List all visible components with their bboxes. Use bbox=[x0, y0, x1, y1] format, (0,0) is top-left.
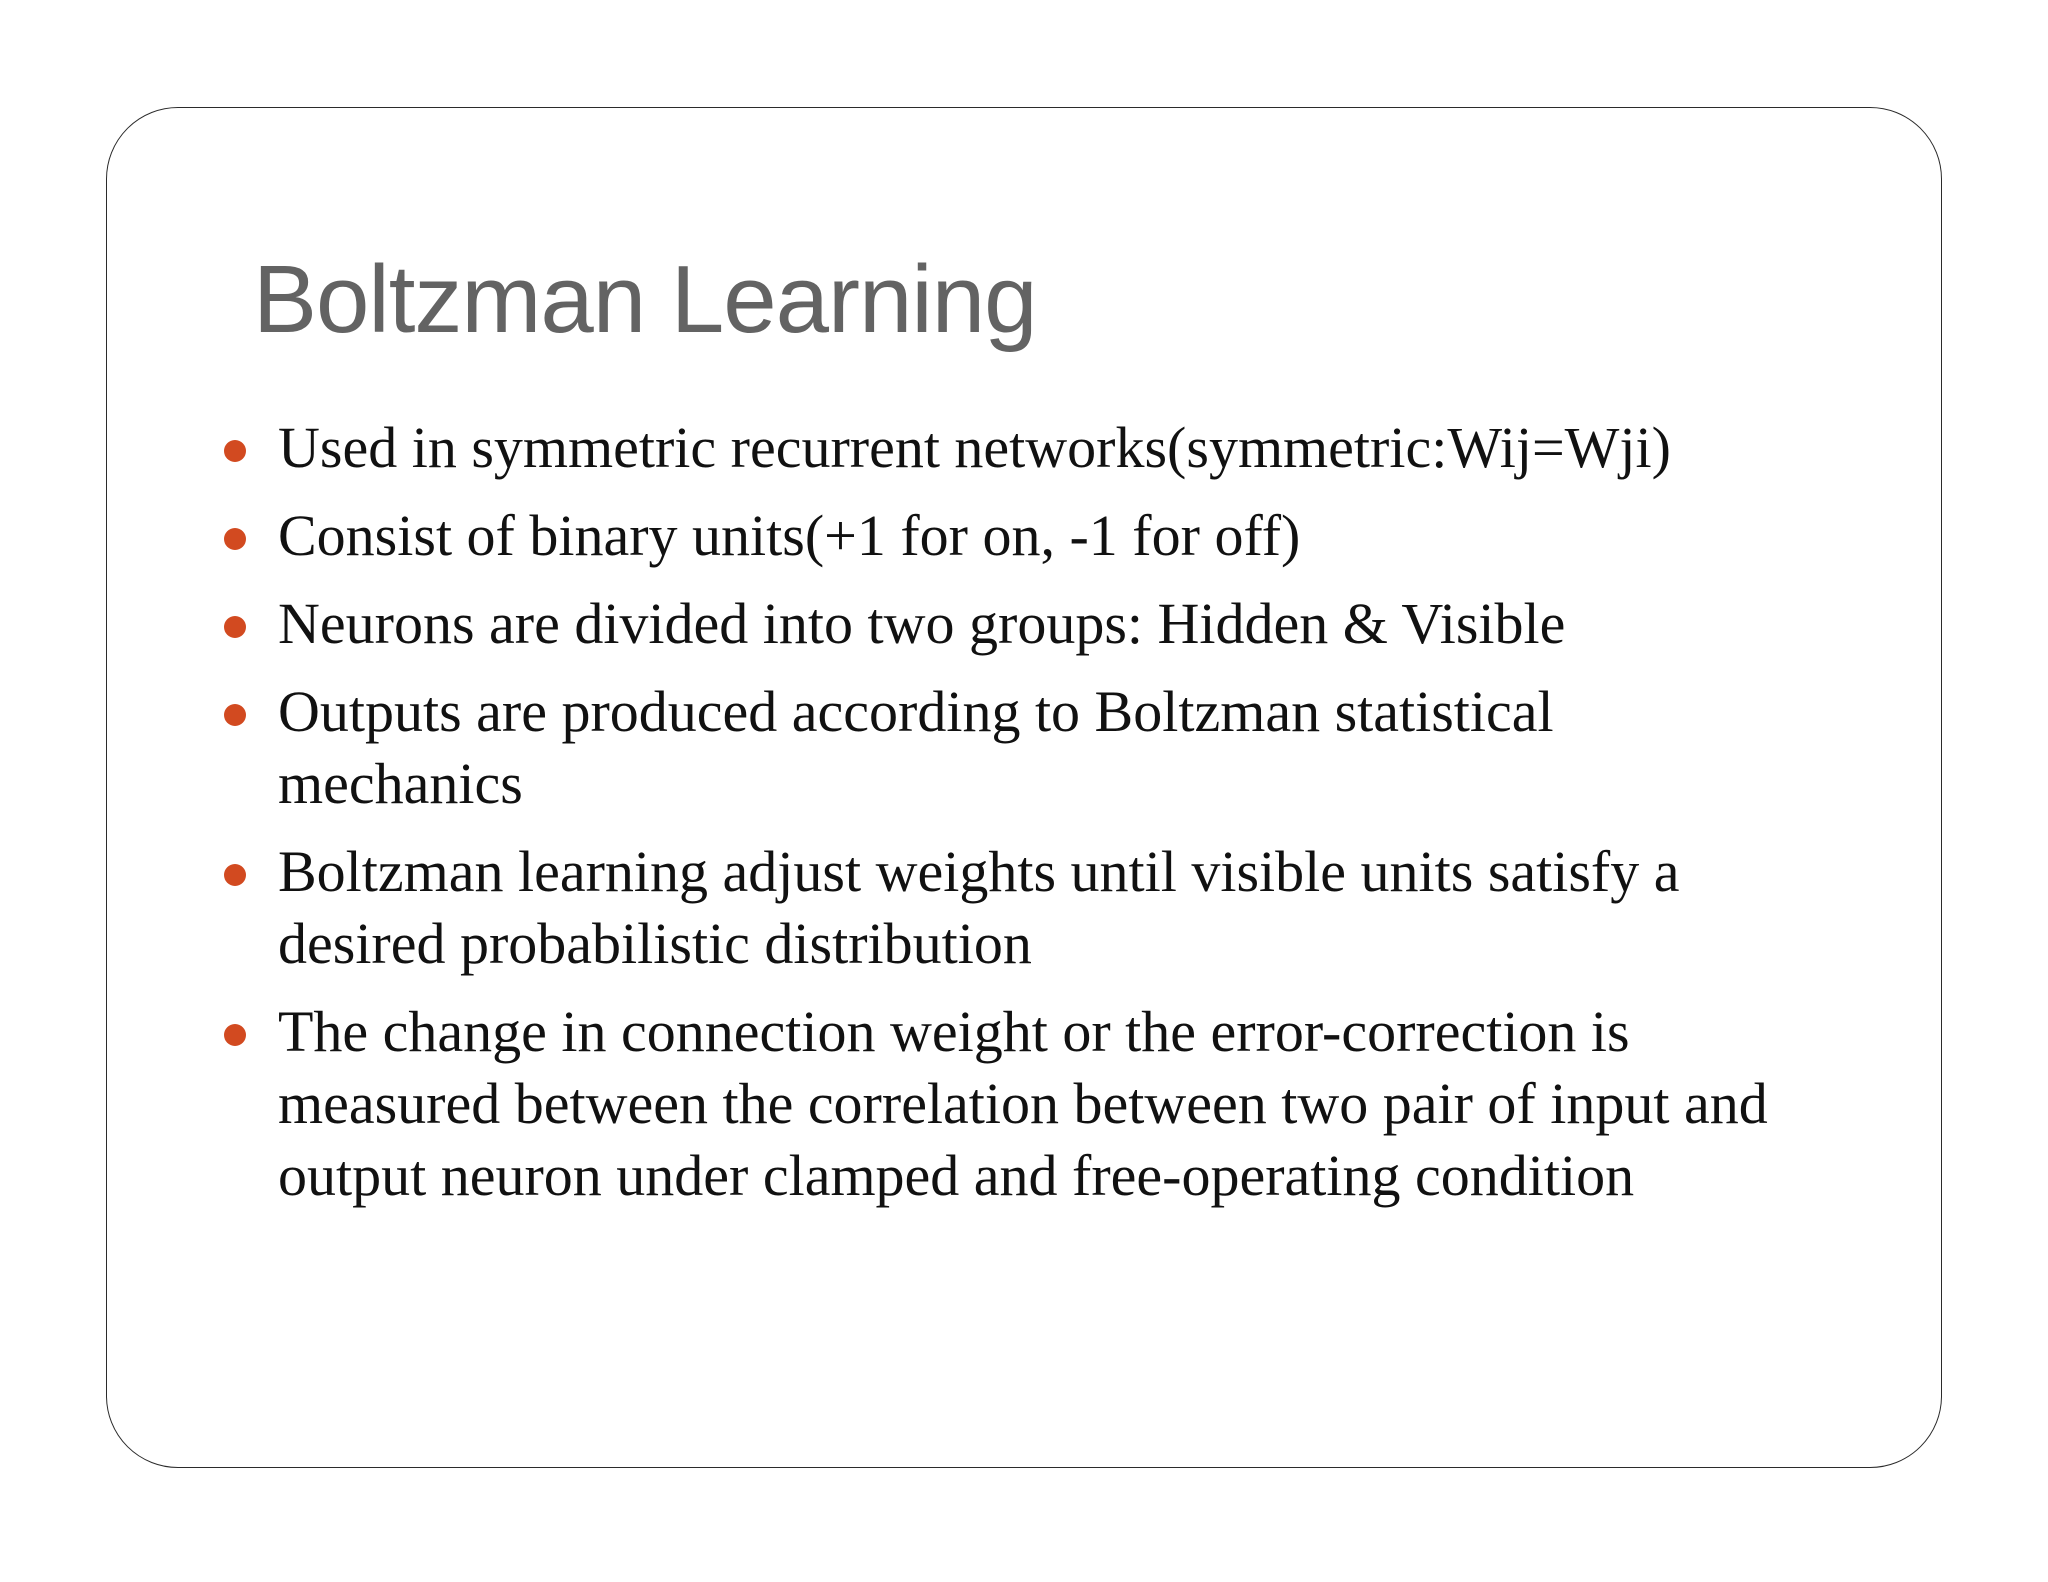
bullet-list bbox=[224, 412, 1784, 1228]
bullet-text: The change in connection weight or the error-correction is measured between the correlation between two pair of input and output neuron under clamped and free-operating condition bbox=[278, 999, 1768, 1208]
bullet-text: Outputs are produced according to Boltzman statistical mechanics bbox=[278, 679, 1554, 816]
bullet-dot-icon bbox=[224, 440, 246, 462]
bullet-dot-icon bbox=[224, 704, 246, 726]
bullet-dot-icon bbox=[224, 616, 246, 638]
bullet-item bbox=[224, 676, 1784, 820]
bullet-item bbox=[224, 500, 1784, 572]
bullet-text: Used in symmetric recurrent networks(symmetric:Wij=Wji) bbox=[278, 415, 1671, 480]
slide-title: Boltzman Learning bbox=[253, 246, 1037, 353]
bullet-dot-icon bbox=[224, 1024, 246, 1046]
bullet-dot-icon bbox=[224, 528, 246, 550]
bullet-item bbox=[224, 588, 1784, 660]
bullet-item bbox=[224, 412, 1784, 484]
bullet-text: Consist of binary units(+1 for on, -1 for off) bbox=[278, 503, 1301, 568]
bullet-text: Boltzman learning adjust weights until visible units satisfy a desired probabilistic distribution bbox=[278, 839, 1680, 976]
bullet-item bbox=[224, 996, 1784, 1212]
bullet-dot-icon bbox=[224, 864, 246, 886]
bullet-text: Neurons are divided into two groups: Hidden & Visible bbox=[278, 591, 1566, 656]
bullet-item bbox=[224, 836, 1784, 980]
